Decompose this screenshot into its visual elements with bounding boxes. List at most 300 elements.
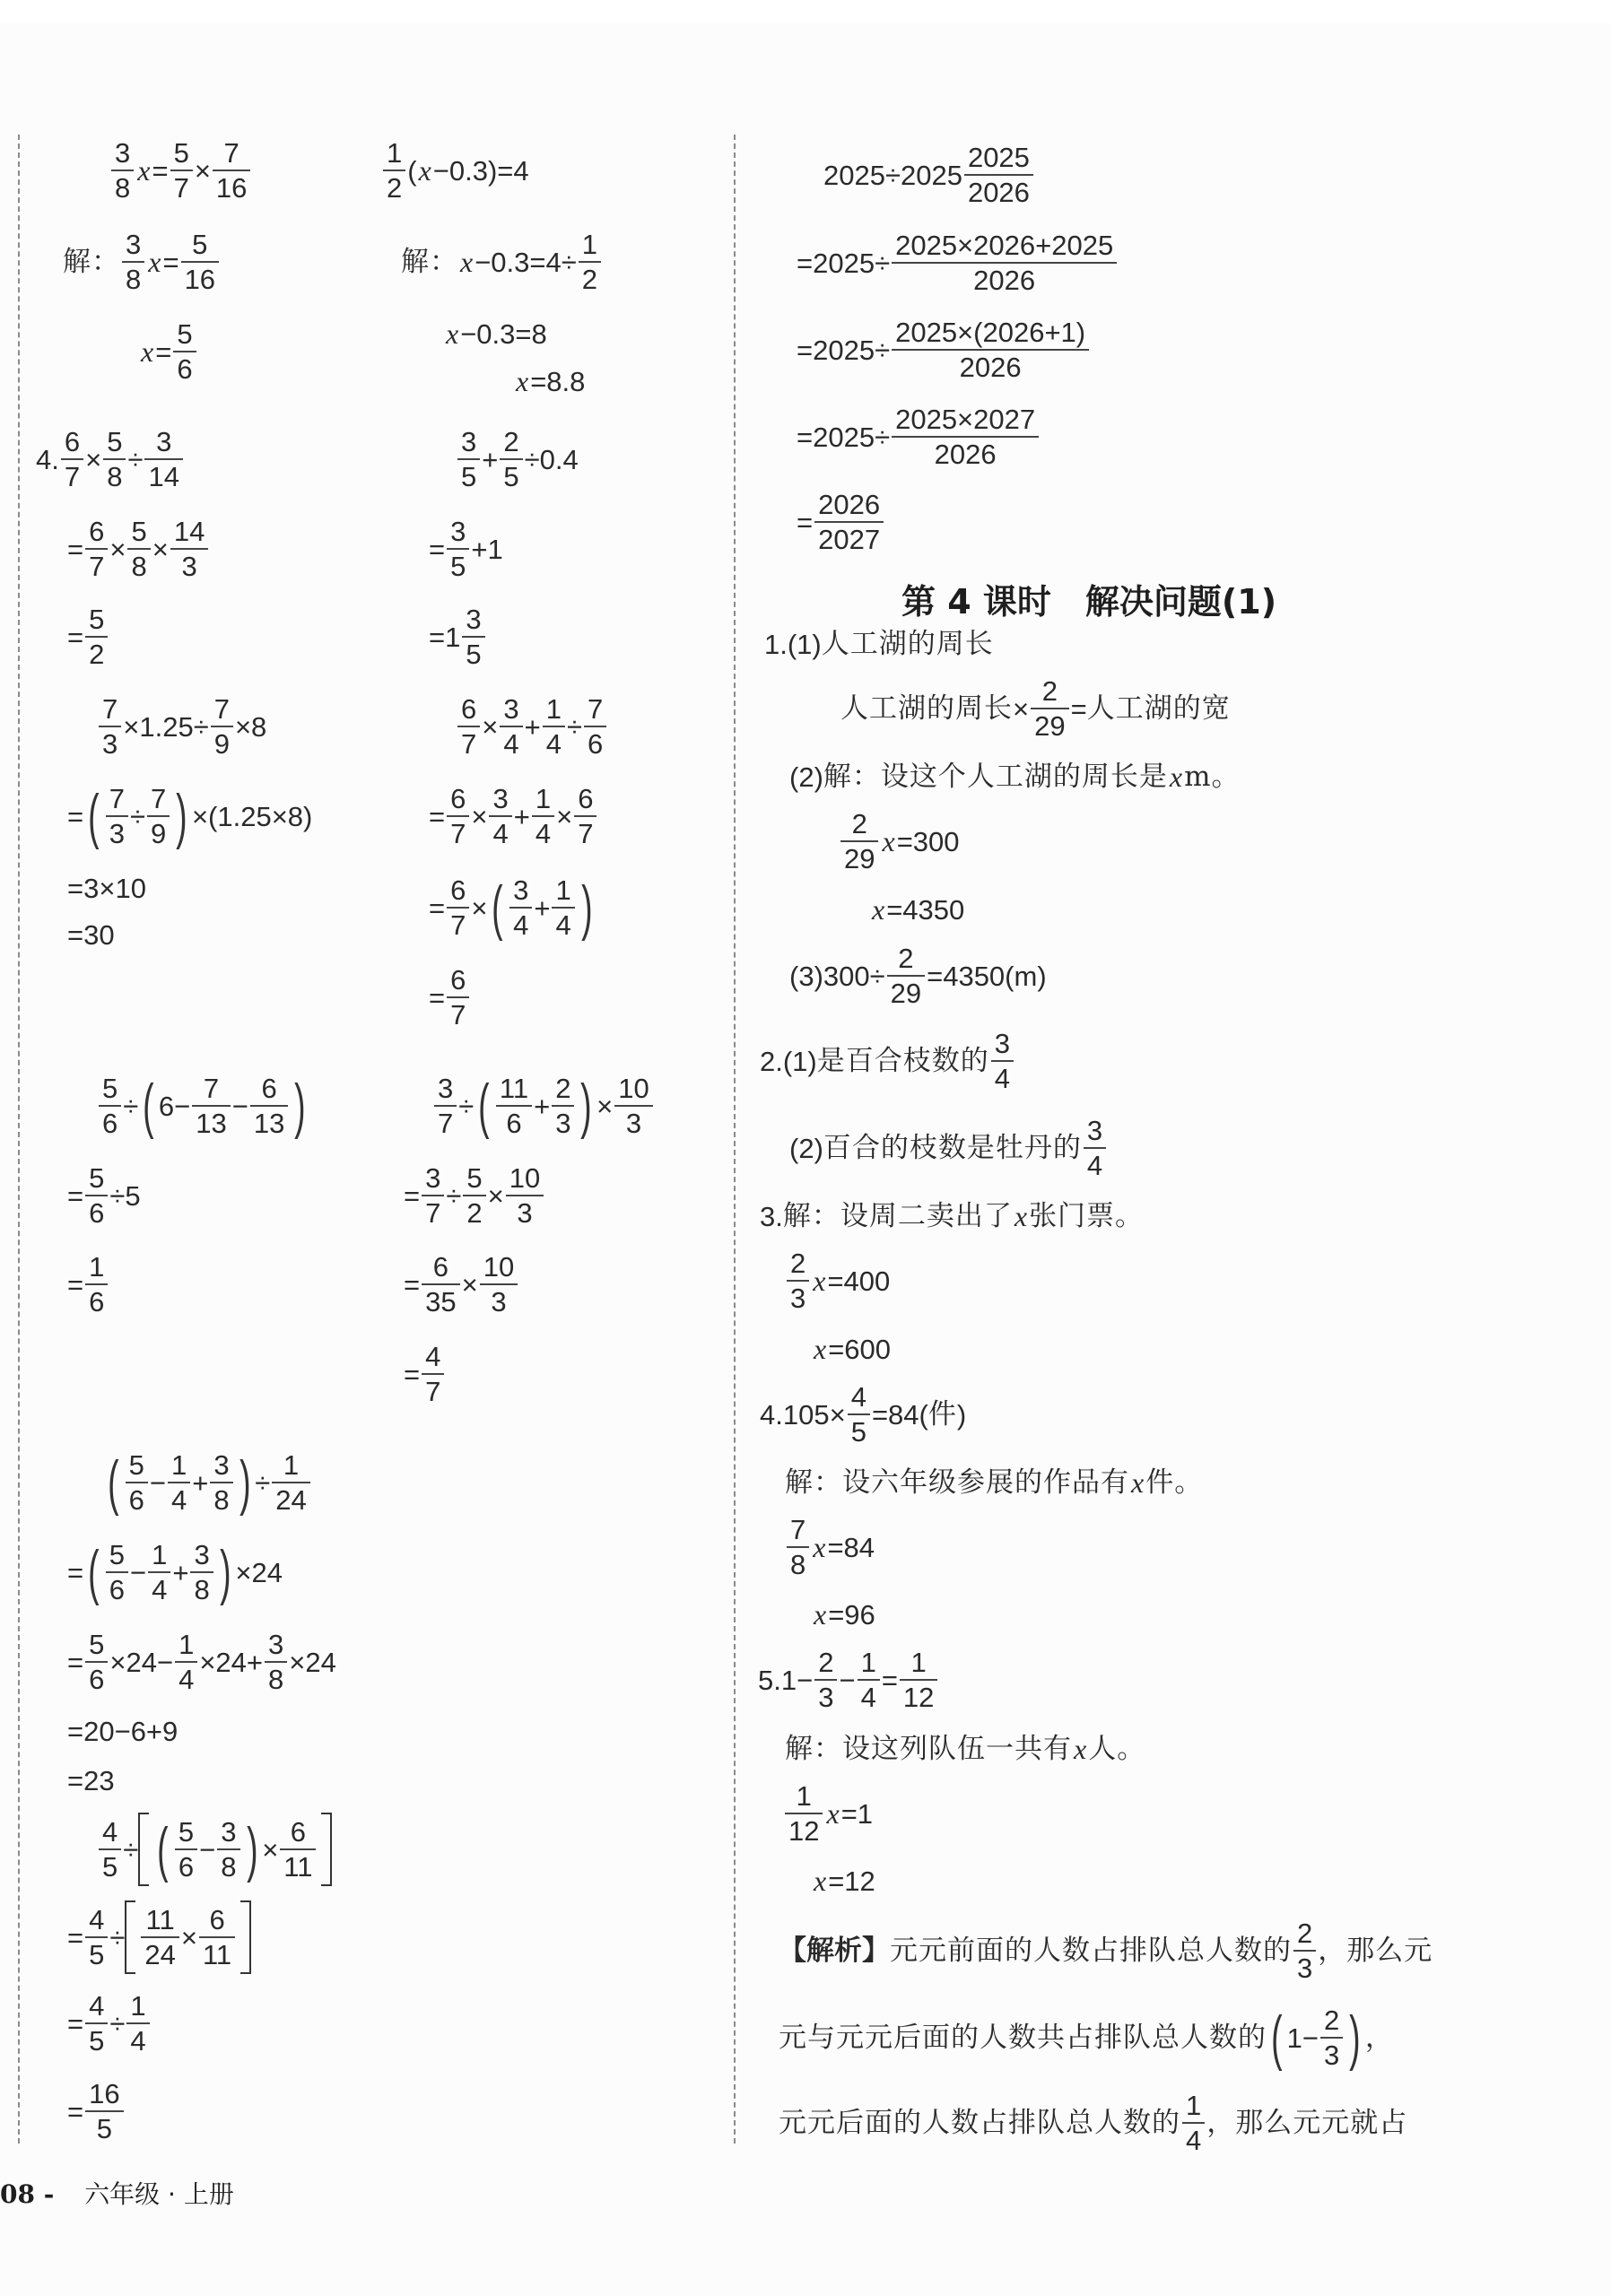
math-text: =600 [828,1333,892,1365]
fraction: $\frac{1}{24}$ [272,1450,309,1516]
parenthesis: ) [580,874,593,942]
math-text: + [513,800,530,832]
fraction: $\frac{1}{4}$ [126,1991,149,2057]
math-text: 1− [1286,2022,1319,2054]
math-text: × [194,154,211,187]
math-text: ×1.25÷ [123,710,209,743]
right-column-line [758,1644,939,1716]
variable: x [418,154,431,187]
chinese-text: 元元前面的人数占排队总人数的 [890,1934,1292,1967]
left-column-line [109,135,252,206]
parenthesis: ) [294,1072,306,1140]
fraction: $\frac{3}{4}$ [489,784,511,849]
chinese-text: ，那么元元就占 [1206,2106,1408,2139]
left-column-line [67,1744,115,1816]
square-bracket [138,1813,149,1886]
left-column-line [36,423,185,495]
chinese-text: m。 [1184,760,1241,793]
fraction: $\frac{2}{29}$ [840,809,878,874]
fraction: $\frac{2}{5}$ [500,427,522,492]
fraction: $\frac{6}{13}$ [250,1074,288,1139]
math-text: =2025÷ [797,334,891,366]
left-column-line [67,1987,152,2059]
left-column-line [103,1447,312,1518]
math-text: − [199,1833,216,1866]
fraction: $\frac{1}{4}$ [175,1630,197,1695]
fraction: $\frac{2}{3}$ [1320,2005,1343,2071]
left-column-line [429,872,597,944]
right-column-line [789,940,1047,1012]
math-text: × [461,1268,478,1300]
right-column-line [789,741,1241,813]
fraction: $\frac{7}{8}$ [787,1515,809,1580]
fraction: $\frac{3}{4}$ [991,1029,1014,1094]
variable: x [1074,1733,1087,1765]
fraction: $\frac{1}{12}$ [785,1781,823,1847]
square-bracket [240,1900,251,1974]
fraction: $\frac{6}{7}$ [447,784,469,849]
math-text: ÷ [458,1090,475,1122]
fraction: $\frac{1}{4}$ [148,1540,170,1605]
fraction: $\frac{1}{12}$ [900,1648,937,1713]
math-text: =300 [896,825,960,857]
fraction: $\frac{1}{4}$ [168,1450,190,1516]
math-text: =84( [871,1398,928,1431]
math-text: =84 [827,1531,875,1563]
math-text: ×24− [109,1646,174,1678]
left-column-line [429,513,503,585]
math-text: =30 [67,918,115,951]
math-text: × [152,533,169,565]
left-column-line [67,1160,141,1231]
chinese-text: ，那么元 [1318,1934,1433,1967]
fraction: $\frac{5}{6}$ [85,1630,108,1695]
right-column-line [812,1313,891,1385]
fraction: $\frac{5}{6}$ [106,1540,128,1605]
math-text: = [1070,692,1087,725]
right-column-line [779,2087,1407,2159]
fraction: $\frac{1}{4}$ [532,784,554,849]
math-text: ×24+ [199,1646,264,1678]
fraction: $\frac{2}{3}$ [814,1648,837,1713]
math-text: =20−6+9 [67,1715,179,1747]
right-column-line [789,1112,1108,1184]
parenthesis: ) [239,1448,251,1517]
fraction: $\frac{6}{11}$ [199,1905,235,1970]
fraction: $\frac{7}{9}$ [147,784,170,849]
math-text: 5.1− [758,1664,814,1696]
left-dashed-divider [18,135,20,2144]
chinese-text: 人工湖的宽 [1086,691,1231,725]
fraction: $\frac{4}{5}$ [848,1382,870,1448]
fraction: $\frac{6}{7}$ [85,517,108,582]
fraction: $\frac{1}{4}$ [543,694,565,760]
math-text: 6− [158,1090,191,1122]
fraction: $\frac{1}{4}$ [1182,2091,1205,2156]
chinese-text: 百合的枝数是牡丹的 [823,1131,1082,1164]
fraction: $\frac{6}{11}$ [280,1817,316,1883]
right-column-line [785,1447,1203,1518]
math-text: = [429,981,446,1013]
right-column-line [779,2002,1394,2074]
math-text: × [1013,692,1030,725]
chinese-text: ， [1364,2021,1394,2054]
fraction: $\frac{4}{5}$ [85,1905,108,1970]
math-text: (2) [789,761,823,793]
chinese-text: 元元后面的人数占排队总人数的 [779,2106,1180,2139]
fraction: $\frac{5}{6}$ [126,1450,148,1516]
math-text: ÷ [109,2007,126,2039]
right-column-line [760,1180,1144,1252]
chinese-text: 人工湖的周长 [821,627,994,660]
fraction: $\frac{2025\times 2026+2025}{2026}$ [892,230,1117,296]
fraction: $\frac{5}{8}$ [103,427,126,492]
left-column-line [67,780,312,852]
variable: x [1169,761,1183,793]
math-text: − [839,1664,856,1696]
math-text: × [262,1833,279,1866]
math-text: =4350(m) [927,960,1047,992]
math-text: × [471,800,488,832]
math-text: + [534,891,551,924]
left-column-line [97,1070,310,1142]
fraction: $\frac{3}{8}$ [111,138,134,204]
right-column-line [779,1915,1432,1987]
math-text: − [149,1466,167,1499]
math-text: (3)300÷ [789,960,885,992]
fraction: $\frac{4}{5}$ [99,1817,121,1883]
variable: x [460,246,474,278]
math-text: − [231,1090,248,1122]
math-text: = [404,1358,421,1390]
math-text: = [162,246,179,278]
right-column-line [785,1245,890,1317]
variable: x [826,1797,840,1830]
math-text: ÷ [446,1179,462,1212]
page-footer [0,2175,234,2211]
fraction: $\frac{2}{29}$ [887,944,925,1009]
parenthesis: ) [246,1815,258,1883]
math-text: = [429,891,446,924]
math-text: ÷0.4 [524,443,579,475]
fraction: $\frac{5}{8}$ [127,517,150,582]
variable: x [148,246,161,278]
chinese-text: 人工湖的周长 [840,691,1013,725]
right-column-line [783,1778,873,1849]
right-column-line [797,486,885,558]
fraction: $\frac{1}{4}$ [552,875,574,941]
math-text: ÷ [255,1466,271,1499]
math-text: =23 [67,1764,115,1796]
left-column-line [514,345,585,417]
parenthesis: ) [1349,2004,1361,2072]
math-text: 4. [36,443,59,475]
square-bracket [321,1813,332,1886]
math-text: × [487,1179,504,1212]
left-column-line [67,2075,126,2147]
fraction: $\frac{2}{3}$ [552,1074,574,1139]
variable: x [814,1333,827,1365]
chinese-text: 张门票。 [1029,1199,1145,1232]
math-text: ( [407,154,417,187]
parenthesis: ( [492,874,504,942]
variable: x [814,1865,827,1897]
math-text: ÷ [130,800,146,832]
left-column-line [432,1070,655,1142]
math-text: = [152,154,169,187]
fraction: $\frac{3}{7}$ [422,1163,444,1229]
variable: x [516,365,529,397]
parenthesis: ( [108,1448,119,1517]
fraction: $\frac{6}{35}$ [422,1252,459,1318]
math-text: −0.3=8 [460,317,547,350]
math-text: + [482,443,499,475]
left-column-line [67,513,210,585]
variable: x [814,1598,827,1631]
math-text: 3. [760,1200,783,1232]
left-column-line [429,601,487,673]
fraction: $\frac{2025\times 2027}{2026}$ [892,404,1039,470]
variable: x [1014,1200,1028,1232]
math-text: + [192,1466,209,1499]
fraction: $\frac{3}{4}$ [1084,1116,1106,1181]
fraction: $\frac{3}{4}$ [509,875,532,941]
chinese-text: 解： [401,245,458,278]
variable: x [813,1265,826,1297]
section-title: 第 4 课时 解决问题(1) [901,582,1277,622]
chinese-text: 件。 [1145,1465,1204,1499]
fraction: $\frac{5}{2}$ [463,1163,485,1229]
math-text: = [67,1921,84,1953]
fraction: $\frac{6}{7}$ [457,694,480,760]
fraction: $\frac{5}{6}$ [175,1817,197,1883]
math-text: =96 [828,1598,875,1631]
math-text: = [797,506,814,538]
math-text: = [67,1179,84,1212]
parenthesis: ( [88,782,100,850]
fraction: $\frac{1}{2}$ [383,138,405,204]
left-column-line [429,780,598,852]
math-text: = [67,621,84,653]
math-text: =1 [429,621,461,653]
math-text: = [404,1268,421,1300]
parenthesis: ) [176,782,187,850]
math-text: ÷5 [109,1179,141,1212]
math-text: +1 [471,533,503,565]
math-text: ÷ [123,1833,139,1866]
chinese-text: 解：设这列队伍一共有 [785,1732,1072,1765]
math-text: = [429,800,446,832]
fraction: $\frac{5}{6}$ [85,1163,108,1229]
grade-label: 六年级 · 上册 [84,2179,234,2209]
fraction: $\frac{5}{7}$ [170,138,193,204]
right-column-line [797,401,1041,473]
math-text: = [67,1556,84,1588]
right-column-line [823,139,1035,211]
right-column-line [812,1578,875,1650]
page-top-margin [0,0,1611,23]
variable: x [446,317,459,350]
fraction: $\frac{6}{7}$ [61,427,83,492]
right-column-line [785,1511,875,1583]
variable: x [141,335,154,368]
fraction: $\frac{3}{7}$ [434,1074,457,1139]
math-text: =4350 [886,893,965,926]
math-text: + [534,1090,551,1122]
parenthesis: ) [580,1072,593,1140]
math-text: + [172,1556,189,1588]
left-column-line [67,601,109,673]
math-text: =12 [828,1865,875,1897]
math-text: × [471,891,488,924]
math-text: 1.(1) [764,628,822,660]
fraction: $\frac{5}{2}$ [85,604,108,670]
left-column-line [67,899,115,970]
left-column-line [401,226,603,298]
fraction: $\frac{2025\times(2026+1)}{2026}$ [892,317,1089,383]
fraction: $\frac{11}{6}$ [496,1074,532,1139]
fraction: $\frac{14}{3}$ [170,517,208,582]
right-column-line [797,227,1119,299]
fraction: $\frac{7}{3}$ [99,694,121,760]
math-text: = [155,335,172,368]
math-text: + [524,710,541,743]
left-column-line [404,1248,519,1320]
math-text: ×(1.25×8) [191,800,313,832]
chinese-text: 解：设六年级参展的作品有 [785,1465,1129,1499]
fraction: $\frac{7}{3}$ [106,784,128,849]
left-column-line [67,1248,109,1320]
math-text: = [404,1179,421,1212]
fraction: $\frac{7}{16}$ [213,138,250,204]
right-column-line [760,1025,1015,1097]
right-column-line [839,805,960,877]
left-column-line [97,1813,332,1885]
square-bracket [125,1900,135,1974]
fraction: $\frac{7}{6}$ [584,694,606,760]
math-text: =400 [827,1265,891,1297]
analysis-label: 【解析】 [779,1934,890,1967]
left-column-line [429,961,471,1033]
variable: x [882,825,895,857]
fraction: $\frac{11}{24}$ [141,1905,179,1970]
math-text: −0.3)=4 [432,154,529,187]
left-column-line [67,1626,336,1698]
right-column-line [760,1378,966,1450]
fraction: $\frac{3}{8}$ [265,1630,287,1695]
chinese-text: 解：设周二卖出了 [782,1199,1013,1232]
math-text: = [67,2095,84,2127]
math-text: ) [956,1398,967,1431]
fraction: $\frac{3}{8}$ [122,230,144,295]
right-column-line [797,314,1091,386]
parenthesis: ( [478,1072,490,1140]
fraction: $\frac{3}{5}$ [457,427,480,492]
chinese-text: 人。 [1088,1732,1146,1765]
variable: x [872,893,885,926]
math-text: × [482,710,499,743]
math-text: =8.8 [530,365,586,397]
math-text: = [881,1664,898,1696]
fraction: $\frac{1}{4}$ [858,1648,880,1713]
fraction: $\frac{3}{8}$ [190,1540,213,1605]
right-column-line [840,673,1231,744]
left-column-line [67,1901,251,1973]
chinese-text: 元与元元后面的人数共占排队总人数的 [779,2021,1267,2054]
fraction: $\frac{2}{3}$ [1293,1918,1316,1984]
parenthesis: ( [1271,2004,1283,2072]
fraction: $\frac{7}{13}$ [192,1074,230,1139]
math-text: × [85,443,102,475]
fraction: $\frac{1}{2}$ [579,230,601,295]
left-column-line [63,226,221,298]
math-text: × [597,1090,614,1122]
math-text: ÷ [123,1090,139,1122]
fraction: $\frac{3}{8}$ [217,1817,239,1883]
math-text: = [67,800,84,832]
variable: x [813,1531,826,1563]
math-text: =2025÷ [797,421,891,453]
fraction: $\frac{3}{8}$ [210,1450,232,1516]
fraction: $\frac{3}{4}$ [500,694,522,760]
math-text: = [67,533,84,565]
math-text: =3×10 [67,872,146,904]
fraction: $\frac{10}{3}$ [506,1163,544,1229]
fraction: $\frac{2026}{2027}$ [814,490,884,555]
fraction: $\frac{10}{3}$ [480,1252,518,1318]
variable: x [1131,1466,1145,1499]
fraction: $\frac{2}{3}$ [787,1248,809,1314]
chinese-text: 件 [927,1397,957,1431]
right-column-line [812,1845,875,1917]
fraction: $\frac{5}{6}$ [99,1074,121,1139]
math-text: ×8 [234,710,267,743]
fraction: $\frac{4}{5}$ [85,1991,108,2057]
variable: x [137,154,151,187]
math-text: 2.(1) [760,1045,817,1077]
math-text: ÷ [127,443,144,475]
math-text: ÷ [109,1921,126,1953]
left-column-line [67,1536,283,1608]
math-text: = [67,1268,84,1300]
left-column-line [381,135,529,206]
math-text: ×24 [235,1556,283,1588]
math-text: = [67,1646,84,1678]
math-text: −0.3=4÷ [475,246,577,278]
math-text: (2) [789,1132,823,1164]
left-column-line [404,1160,545,1231]
fraction: $\frac{7}{9}$ [211,694,233,760]
parenthesis: ( [143,1072,154,1140]
parenthesis: ( [157,1815,169,1883]
parenthesis: ) [219,1538,231,1606]
fraction: $\frac{6}{7}$ [447,875,469,941]
fraction: $\frac{4}{7}$ [422,1342,444,1407]
right-column-line [870,874,964,945]
math-text: × [556,800,573,832]
math-text: ÷ [566,710,582,743]
math-text: − [130,1556,147,1588]
fraction: $\frac{2025}{2026}$ [964,143,1033,208]
fraction: $\frac{5}{16}$ [181,230,219,295]
fraction: $\frac{6}{7}$ [447,965,469,1031]
math-text: = [67,2007,84,2039]
fraction: $\frac{3}{14}$ [144,427,182,492]
fraction: $\frac{6}{7}$ [574,784,597,849]
fraction: $\frac{10}{3}$ [614,1074,652,1139]
parenthesis: ( [88,1538,100,1606]
math-text: 4.105× [760,1398,846,1431]
